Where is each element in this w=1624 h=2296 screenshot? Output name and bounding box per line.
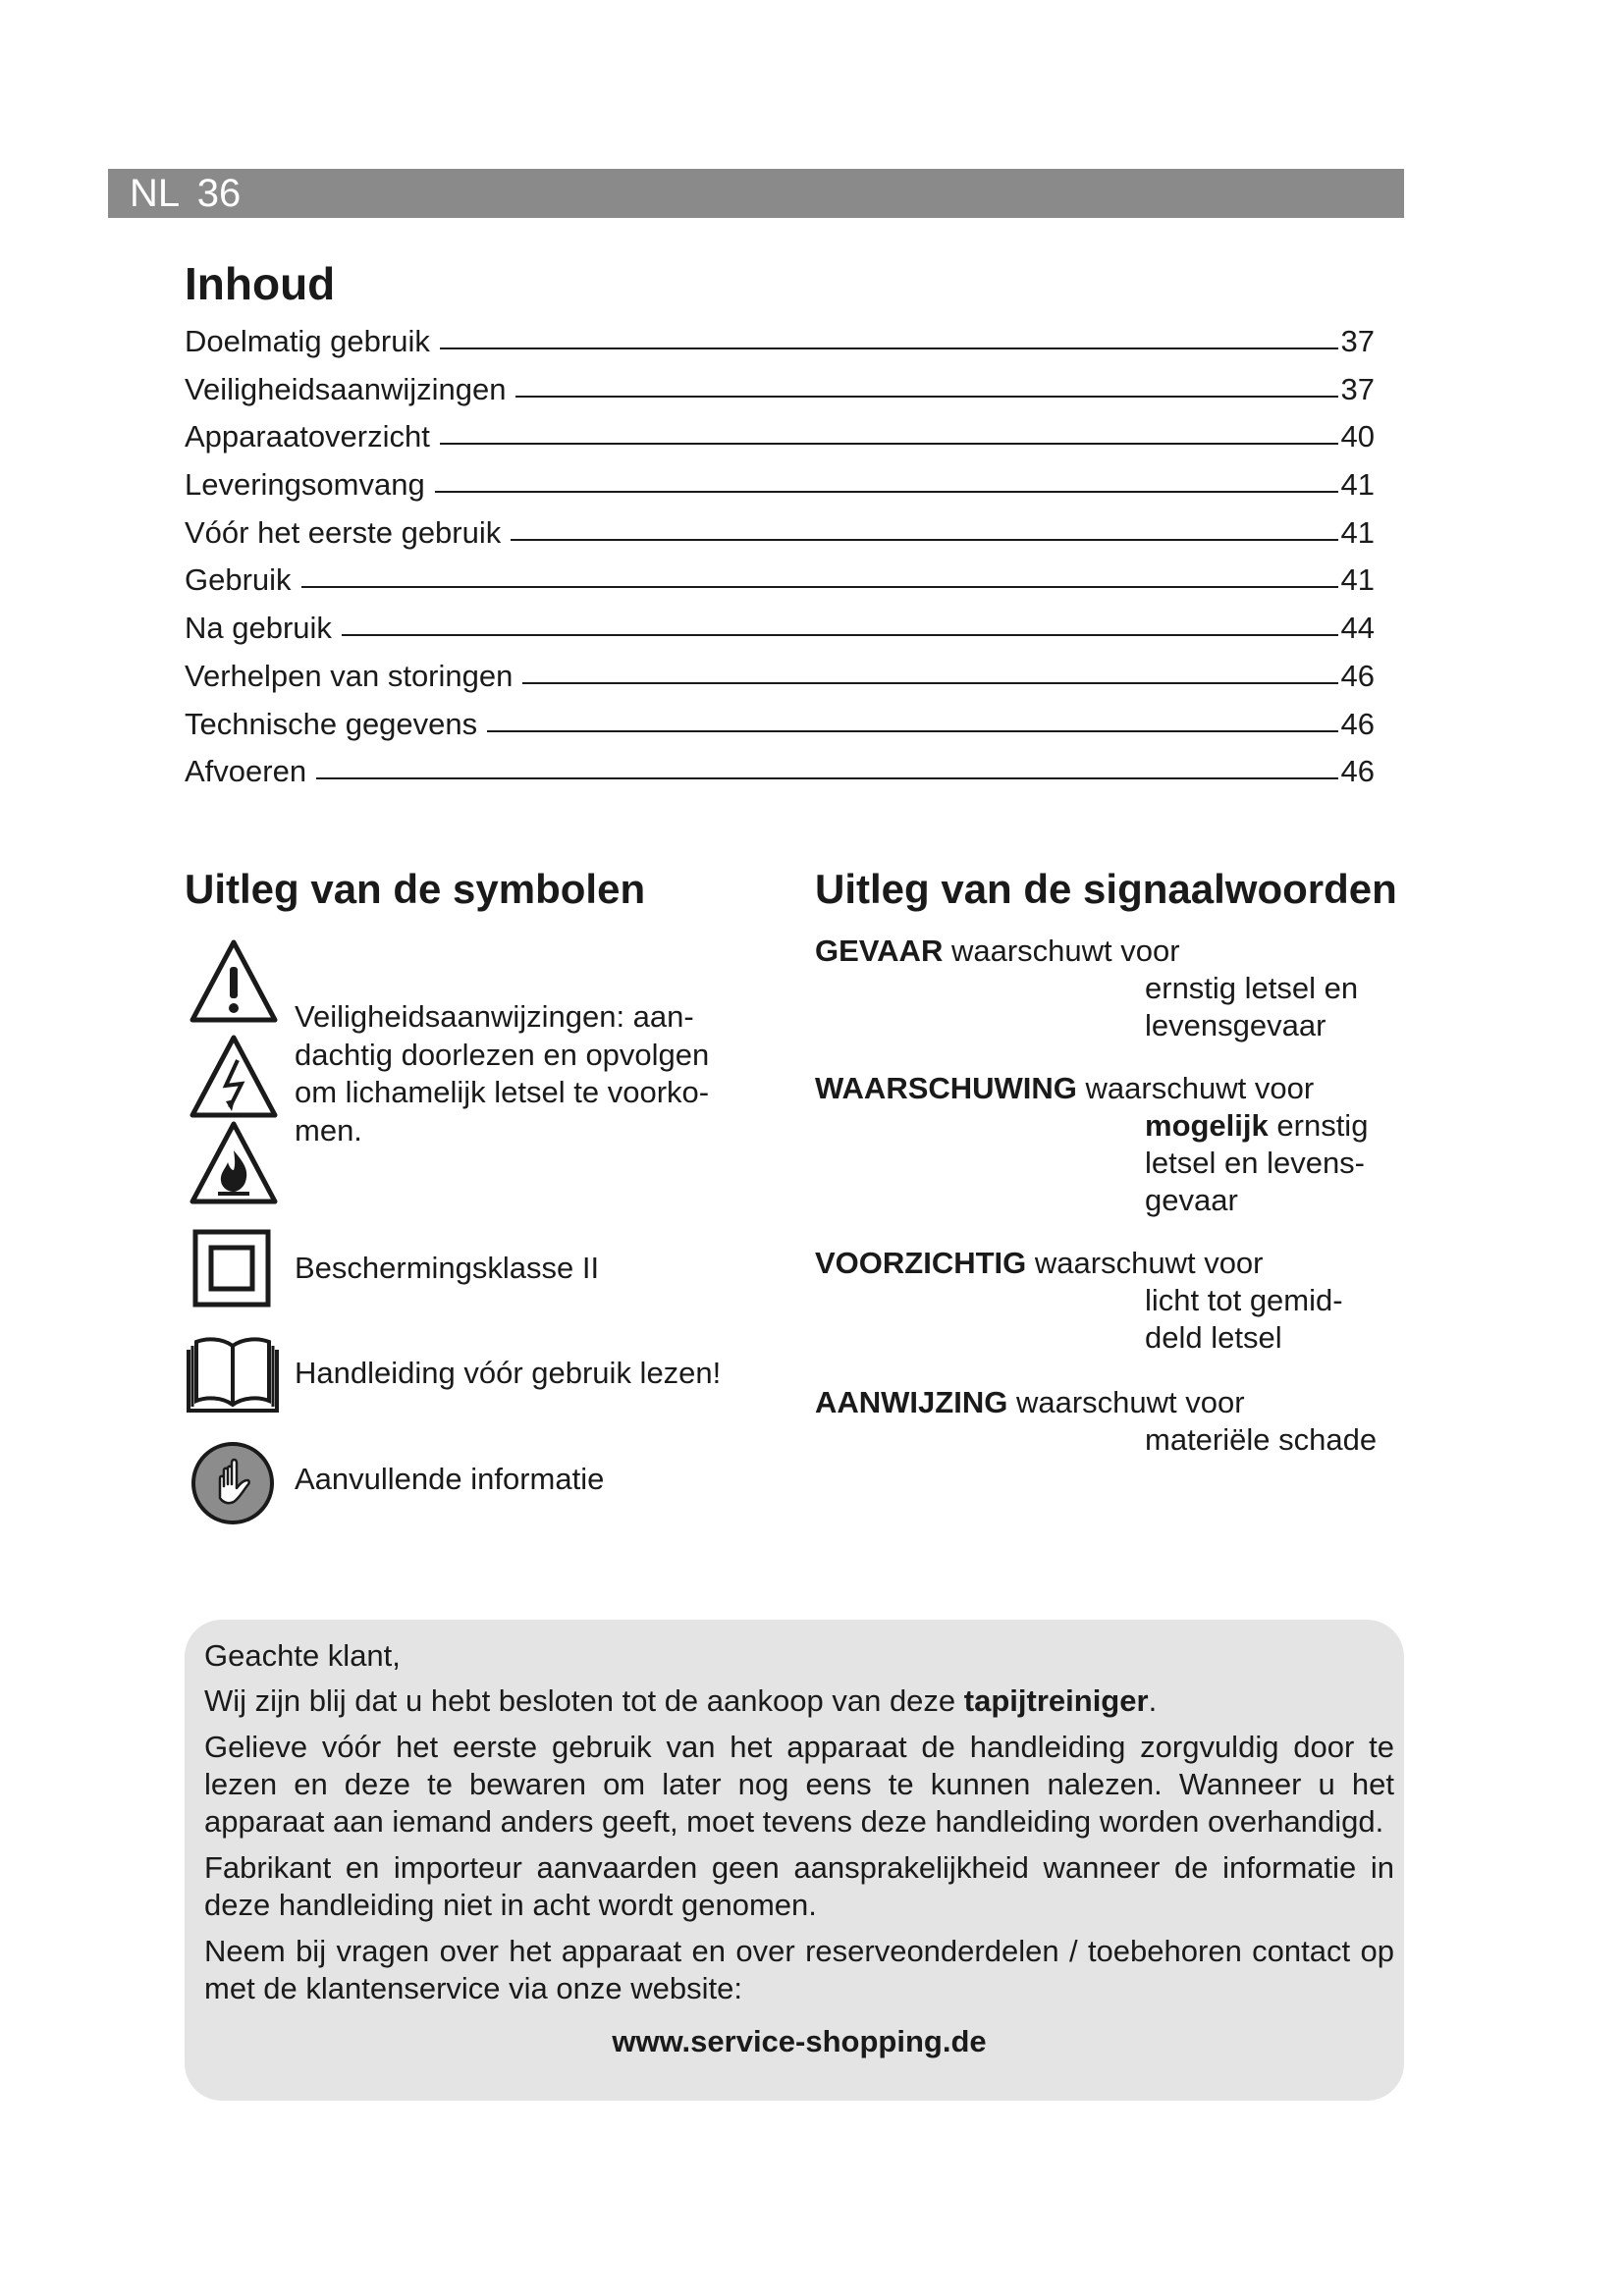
toc-item[interactable]: Verhelpen van storingen 46 [185, 658, 1375, 693]
signal-voorzichtig: VOORZICHTIG waarschuwt voor licht tot gemid- deld letsel [815, 1246, 1343, 1355]
header-language: NL [130, 172, 179, 215]
signal-aanwijzing: AANWIJZING waarschuwt voor materiële schade [815, 1385, 1378, 1457]
greeting: Geachte klant, [204, 1638, 401, 1673]
toc-item[interactable]: Leveringsomvang 41 [185, 467, 1375, 503]
fire-warning-icon [189, 1119, 279, 1207]
symbols-title: Uitleg van de symbolen [185, 866, 646, 912]
manual-text: Handleiding vóór gebruik lezen! [295, 1356, 722, 1390]
page-header [108, 169, 1404, 218]
signal-gevaar: GEVAAR waarschuwt voor ernstig letsel en levensgevaar [815, 934, 1359, 1042]
additional-info-hand-icon [190, 1441, 275, 1525]
header-page-number: 36 [196, 172, 242, 215]
read-manual-icon [185, 1332, 281, 1415]
electric-shock-warning-icon [189, 1033, 279, 1121]
liability-paragraph: Fabrikant en importeur aanvaarden geen aansprakelijkheid wanneer de informatie in deze handleiding niet in acht wordt genomen. [204, 1850, 1394, 1922]
toc-title: Inhoud [185, 258, 336, 309]
additional-info-text: Aanvullende informatie [295, 1462, 605, 1496]
purchase-thanks: Wij zijn blij dat u hebt besloten tot de aankoop van deze tapijtreiniger. [204, 1683, 1158, 1718]
toc-item[interactable]: Na gebruik 44 [185, 611, 1375, 646]
warning-exclamation-icon [189, 937, 279, 1026]
toc-item[interactable]: Veiligheidsaanwijzingen 37 [185, 371, 1375, 406]
toc-item[interactable]: Doelmatig gebruik 37 [185, 324, 1375, 358]
contact-paragraph: Neem bij vragen over het apparaat en over reserveonderdelen / toebehoren contact op met de klantenservice via onze website: [204, 1934, 1394, 2005]
toc-item[interactable]: Technische gegevens 46 [185, 706, 1375, 741]
read-manual-paragraph: Gelieve vóór het eerste gebruik van het apparaat de handleiding zorgvuldig door te lezen en deze te bewaren om later nog eens te kunnen nalezen. Wanneer u het apparaat aan iemand anders geeft, moet tevens deze handleiding worden overhandigd. [204, 1730, 1394, 1839]
signal-waarschuwing: WAARSCHUWING waarschuwt voor mogelijk ernstig letsel en levens- gevaar [815, 1071, 1369, 1217]
service-website-link[interactable]: www.service-shopping.de [612, 2024, 987, 2058]
safety-instructions-text: Veiligheidsaanwijzingen: aan- dachtig doorlezen en opvolgen om lichamelijk letsel te voorko- men. [295, 999, 710, 1148]
protection-class-ii-icon [192, 1229, 271, 1308]
toc-item[interactable]: Afvoeren 46 [185, 754, 1375, 789]
protection-class-text: Beschermingsklasse II [295, 1251, 600, 1285]
toc-item[interactable]: Apparaatoverzicht 40 [185, 419, 1375, 454]
toc-item[interactable]: Vóór het eerste gebruik 41 [185, 514, 1375, 550]
table-of-contents [185, 324, 1375, 802]
signal-words-title: Uitleg van de signaalwoorden [815, 866, 1397, 912]
toc-item[interactable]: Gebruik 41 [185, 562, 1375, 598]
customer-info-box [185, 1620, 1404, 2101]
